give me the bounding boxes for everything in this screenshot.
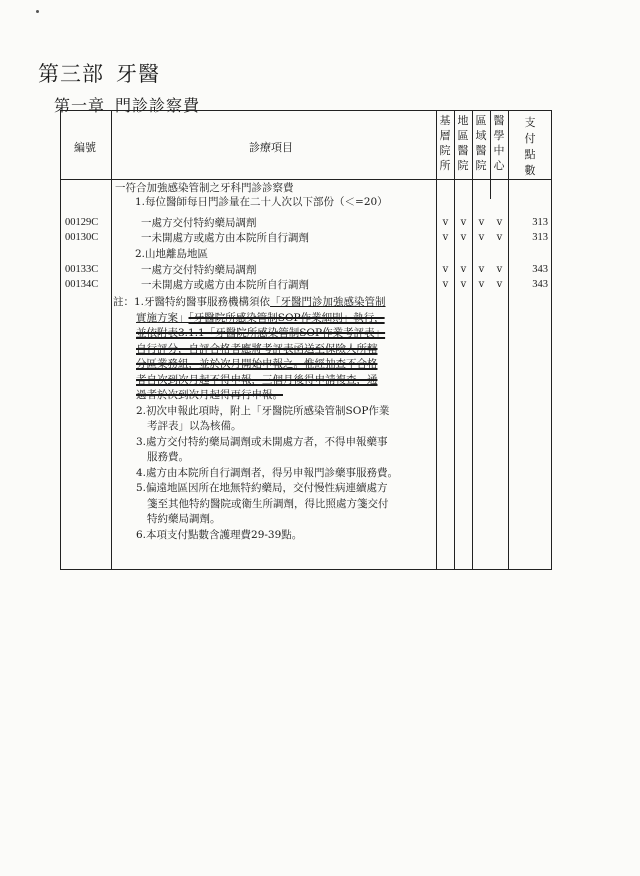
header-divider (61, 179, 551, 180)
row-mark: v (478, 232, 485, 243)
note-3-line-2: 服務費。 (147, 451, 189, 463)
note-1-line-7: 過者於次到次月起得再行申報。 (136, 389, 283, 401)
fee-table (60, 110, 552, 570)
notes-label: 註： (113, 296, 134, 308)
row-code: 00130C (65, 232, 99, 243)
note-6: 6.本項支付點數含護理費29-39點。 (136, 528, 303, 541)
header-code: 編號 (74, 141, 96, 154)
chapter-name: 門診診察費 (115, 96, 201, 115)
row-mark: v (478, 217, 485, 228)
row-item: 一未開處方或處方由本院所自行調劑 (141, 232, 309, 244)
note-1-line-2: 實施方案」「牙醫院所感染管制SOP作業細則」執行， (136, 311, 385, 324)
header-col-regional: 區域醫院 (475, 114, 487, 172)
chapter-label: 第一章 (54, 96, 106, 115)
note-2-line-2: 考評表」以為核備。 (147, 420, 242, 432)
row-mark: v (460, 217, 467, 228)
note-5-line-2: 箋至其他特約醫院或衛生所調劑，得比照處方箋交付 (147, 497, 389, 510)
row-points: 313 (532, 217, 548, 228)
part-name: 牙醫 (116, 62, 160, 86)
row-item: 一未開處方或處方由本院所自行調劑 (141, 279, 309, 291)
header-points: 支付點數 (524, 116, 536, 177)
subsection-1: 1.每位醫師每日門診量在二十人次以下部份（＜=20） (135, 196, 388, 208)
section-title: 一符合加強感染管制之牙科門診診察費 (115, 182, 294, 194)
row-code: 00129C (65, 217, 99, 228)
row-mark: v (496, 279, 503, 290)
note-5-line-3: 特約藥局調劑。 (147, 513, 221, 525)
row-mark: v (478, 279, 485, 290)
note-3-line-1: 3.處方交付特約藥局調劑或未開處方者，不得申報藥事 (136, 435, 388, 448)
row-points: 343 (532, 264, 548, 275)
note-1-line-5: 分區業務組，並於次月開始申報之。惟經抽查不合格 (136, 358, 378, 370)
row-mark: v (460, 264, 467, 275)
row-mark: v (460, 232, 467, 243)
col-divider (490, 111, 491, 199)
row-item: 一處方交付特約藥局調劑 (141, 217, 257, 229)
row-item: 一處方交付特約藥局調劑 (141, 264, 257, 276)
row-mark: v (496, 264, 503, 275)
row-mark: v (496, 217, 503, 228)
row-points: 313 (532, 232, 548, 243)
notes-block (113, 295, 435, 543)
note-1-line-4: 自行評分，自評合格者應將考評表函送至保險人所轄 (136, 342, 378, 355)
header-item: 診療項目 (249, 141, 293, 154)
note-2-line-1: 2.初次申報此項時，附上「牙醫院所感染管制SOP作業 (136, 404, 390, 417)
header-col-basic: 基層院所 (439, 114, 451, 172)
row-points: 343 (532, 279, 548, 290)
header-col-district: 地區醫院 (457, 114, 469, 172)
row-mark: v (496, 232, 503, 243)
row-mark: v (478, 264, 485, 275)
scan-dot (36, 10, 39, 13)
row-mark: v (442, 264, 449, 275)
note-1-line-6: 者自次到次月起不得申報，三個月後得申請複查，通 (136, 373, 378, 386)
row-mark: v (460, 279, 467, 290)
row-mark: v (442, 279, 449, 290)
row-mark: v (442, 217, 449, 228)
subsection-2: 2.山地離島地區 (135, 248, 209, 260)
note-4: 4.處方由本院所自行調劑者，得另申報門診藥事服務費。 (136, 466, 399, 479)
part-label: 第三部 (38, 62, 104, 86)
row-mark: v (442, 232, 449, 243)
row-code: 00133C (65, 264, 99, 275)
part-title (38, 58, 160, 88)
note-1-line-3: 並依附表3.1.1「牙醫院所感染管制SOP作業考評表」 (136, 327, 386, 339)
header-col-medcenter: 醫學中心 (493, 114, 505, 172)
note-5-line-1: 5.偏遠地區因所在地無特約藥局，交付慢性病連續處方 (136, 482, 388, 494)
row-code: 00134C (65, 279, 99, 290)
note-1-line-1: 註：1.牙醫特約醫事服務機構須依「牙醫門診加強感染管制 (113, 296, 386, 308)
